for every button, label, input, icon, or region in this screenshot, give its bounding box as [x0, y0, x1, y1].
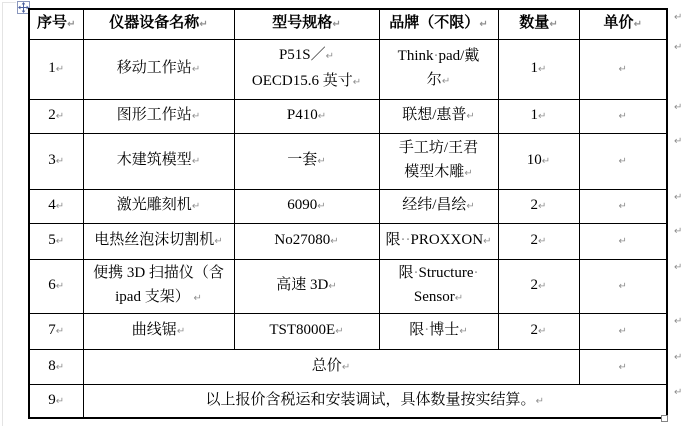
- row-end-mark: ↵: [674, 42, 683, 53]
- brand: 限··PROXXON↵: [385, 232, 492, 248]
- row-end-mark: ↵: [674, 316, 683, 327]
- quantity: 2↵: [530, 322, 547, 338]
- cell-name[interactable]: [83, 259, 234, 313]
- total-label: 总价↵: [311, 357, 351, 374]
- quote-note: 以上报价含税运和安装调试，具体数量按实结算。↵: [205, 391, 544, 408]
- cell-price[interactable]: [579, 39, 667, 99]
- cell-model[interactable]: [234, 313, 379, 349]
- table-row: [29, 189, 667, 223]
- cell-price[interactable]: [579, 313, 667, 349]
- brand: Think·pad/戴 尔↵: [397, 48, 480, 88]
- cell-name[interactable]: [83, 223, 234, 259]
- cell-brand[interactable]: [379, 259, 498, 313]
- model-spec: TST8000E↵: [269, 322, 344, 338]
- cell-name[interactable]: [83, 189, 234, 223]
- equipment-name: 木建筑模型↵: [116, 152, 201, 168]
- cell-model[interactable]: [234, 39, 379, 99]
- cell-brand[interactable]: [379, 189, 498, 223]
- cell-no[interactable]: [29, 259, 83, 313]
- cell-brand[interactable]: [379, 39, 498, 99]
- col-header-no-label: 序号↵: [37, 15, 76, 32]
- table-row: [29, 313, 667, 349]
- row-end-mark: ↵: [674, 262, 683, 273]
- cell-name[interactable]: [83, 313, 234, 349]
- col-header-name-label: 仪器设备名称↵: [109, 15, 208, 32]
- cell-qty[interactable]: [498, 313, 579, 349]
- quantity: 1↵: [530, 60, 547, 76]
- row-no: 8↵: [48, 357, 65, 374]
- cell-brand[interactable]: [379, 133, 498, 189]
- equipment-name: 图形工作站↵: [116, 107, 201, 123]
- quantity: 2↵: [530, 277, 547, 293]
- text-boundary-left: [2, 2, 3, 426]
- total-row: [29, 349, 667, 384]
- col-header-brand-label: 品牌（不限）↵: [389, 15, 488, 32]
- col-header-model-label: 型号规格↵: [272, 15, 341, 32]
- col-header-name[interactable]: [83, 9, 234, 39]
- cell-total-label[interactable]: [83, 349, 579, 384]
- row-no: 5↵: [48, 232, 65, 248]
- model-spec: No27080↵: [274, 232, 339, 248]
- cell-no[interactable]: [29, 39, 83, 99]
- model-spec: 高速 3D↵: [276, 277, 337, 293]
- cell-model[interactable]: [234, 133, 379, 189]
- table-row: [29, 223, 667, 259]
- cell-price[interactable]: [579, 189, 667, 223]
- header-row: [29, 9, 667, 39]
- row-end-mark: ↵: [674, 352, 683, 363]
- cell-name[interactable]: [83, 99, 234, 133]
- row-end-mark: ↵: [674, 192, 683, 203]
- cell-no[interactable]: [29, 133, 83, 189]
- row-no: 7↵: [48, 322, 65, 338]
- equipment-name: 移动工作站↵: [116, 60, 201, 76]
- table-row: [29, 259, 667, 313]
- row-no: 3↵: [48, 152, 65, 168]
- cell-model[interactable]: [234, 99, 379, 133]
- cell-name[interactable]: [83, 39, 234, 99]
- unit-price: ↵: [618, 281, 627, 292]
- equipment-name: 便携 3D 扫描仪（含 ipad 支架） ↵: [93, 265, 224, 305]
- row-no: 4↵: [48, 197, 65, 213]
- cell-price[interactable]: [579, 223, 667, 259]
- cell-qty[interactable]: [498, 39, 579, 99]
- cell-no[interactable]: [29, 384, 83, 418]
- cell-model[interactable]: [234, 259, 379, 313]
- equipment-name: 电热丝泡沫切割机↵: [94, 232, 223, 248]
- model-spec: P410↵: [286, 107, 327, 123]
- unit-price: ↵: [618, 111, 627, 122]
- col-header-qty-label: 数量↵: [519, 15, 558, 32]
- brand: 联想/惠普↵: [402, 107, 475, 123]
- model-spec: P51S／↵ OECD15.6 英寸↵: [251, 47, 362, 89]
- unit-price: ↵: [618, 156, 627, 167]
- row-no: 9↵: [48, 391, 65, 408]
- unit-price: ↵: [618, 236, 627, 247]
- row-no: 2↵: [48, 107, 65, 123]
- table-row: [29, 133, 667, 189]
- text-boundary-top: [2, 2, 16, 3]
- cell-qty[interactable]: [498, 99, 579, 133]
- col-header-brand[interactable]: [379, 9, 498, 39]
- unit-price: ↵: [618, 361, 627, 373]
- cell-note[interactable]: [83, 384, 667, 418]
- brand: 经纬/昌绘↵: [402, 197, 475, 213]
- table-row: [29, 99, 667, 133]
- cell-qty[interactable]: [498, 223, 579, 259]
- col-header-qty[interactable]: [498, 9, 579, 39]
- col-header-price[interactable]: [579, 9, 667, 39]
- row-end-mark: ↵: [674, 12, 683, 23]
- cell-no[interactable]: [29, 349, 83, 384]
- unit-price: ↵: [618, 201, 627, 212]
- brand: 手工坊/王君 模型木雕↵: [398, 140, 479, 180]
- cell-no[interactable]: [29, 313, 83, 349]
- equipment-name: 激光雕刻机↵: [116, 197, 201, 213]
- col-header-model[interactable]: [234, 9, 379, 39]
- cell-qty[interactable]: [498, 189, 579, 223]
- unit-price: ↵: [618, 326, 627, 337]
- quantity: 2↵: [530, 232, 547, 248]
- row-no: 6↵: [48, 277, 65, 293]
- brand: 限·Structure· Sensor↵: [398, 265, 479, 305]
- cell-brand[interactable]: [379, 99, 498, 133]
- row-end-mark: ↵: [674, 136, 683, 147]
- col-header-no[interactable]: [29, 9, 83, 39]
- cell-price[interactable]: [579, 133, 667, 189]
- cell-price[interactable]: [579, 259, 667, 313]
- cell-model[interactable]: [234, 189, 379, 223]
- col-header-price-label: 单价↵: [603, 15, 642, 32]
- cell-model[interactable]: [234, 223, 379, 259]
- row-end-mark: ↵: [674, 102, 683, 113]
- quantity: 1↵: [530, 107, 547, 123]
- cell-no[interactable]: [29, 99, 83, 133]
- unit-price: ↵: [618, 64, 627, 75]
- cell-no[interactable]: [29, 189, 83, 223]
- brand: 限·博士↵: [409, 322, 468, 338]
- row-end-mark: ↵: [674, 226, 683, 237]
- quantity: 10↵: [526, 152, 551, 168]
- cell-name[interactable]: [83, 133, 234, 189]
- model-spec: 一套↵: [287, 152, 326, 168]
- cell-qty[interactable]: [498, 133, 579, 189]
- cell-qty[interactable]: [498, 259, 579, 313]
- model-spec: 6090↵: [287, 197, 326, 213]
- cell-price[interactable]: [579, 349, 667, 384]
- table-resize-handle[interactable]: [661, 415, 668, 422]
- quantity: 2↵: [530, 197, 547, 213]
- note-row: [29, 384, 667, 418]
- equipment-quote-table: [28, 8, 668, 419]
- cell-brand[interactable]: [379, 223, 498, 259]
- cell-brand[interactable]: [379, 313, 498, 349]
- table-row: [29, 39, 667, 99]
- row-end-mark: ↵: [674, 387, 683, 398]
- equipment-name: 曲线锯↵: [131, 322, 186, 338]
- cell-price[interactable]: [579, 99, 667, 133]
- cell-no[interactable]: [29, 223, 83, 259]
- row-no: 1↵: [48, 60, 65, 76]
